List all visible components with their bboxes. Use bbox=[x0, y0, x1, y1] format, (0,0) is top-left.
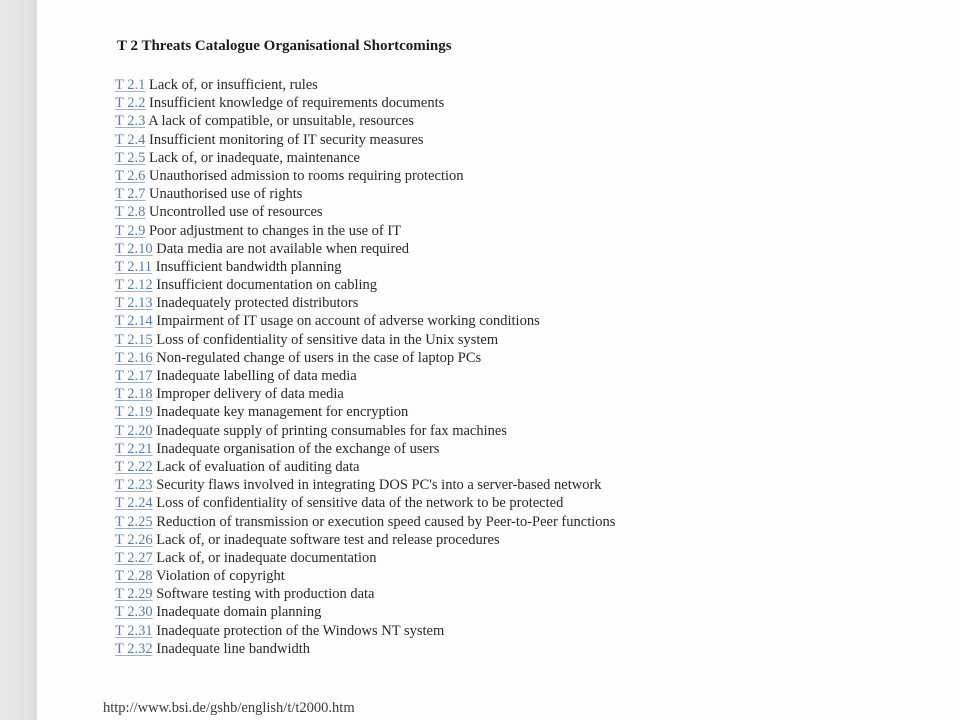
threat-id-link[interactable]: T 2.5 bbox=[115, 149, 146, 166]
list-item bbox=[115, 622, 615, 640]
list-item bbox=[115, 531, 615, 549]
list-item bbox=[115, 167, 615, 185]
threat-title: Insufficient knowledge of requirements documents bbox=[148, 95, 445, 112]
threat-title: Software testing with production data bbox=[156, 586, 375, 603]
threat-id-link[interactable]: T 2.21 bbox=[115, 440, 153, 457]
threat-title: Lack of, or inadequate, maintenance bbox=[148, 149, 360, 166]
threat-title: Loss of confidentiality of sensitive data in the Unix system bbox=[156, 331, 499, 348]
list-item bbox=[115, 149, 615, 167]
list-item bbox=[115, 349, 615, 367]
threat-id-link[interactable]: T 2.25 bbox=[115, 513, 153, 530]
threat-id-link[interactable]: T 2.18 bbox=[115, 386, 153, 403]
list-item bbox=[115, 185, 615, 203]
list-item bbox=[115, 294, 615, 312]
list-item bbox=[115, 94, 615, 112]
threat-title: Lack of evaluation of auditing data bbox=[156, 458, 360, 475]
threat-id-link[interactable]: T 2.17 bbox=[115, 368, 153, 384]
list-item bbox=[115, 312, 615, 330]
threat-title: Unauthorised admission to rooms requiring protection bbox=[148, 167, 464, 184]
threat-id-link[interactable]: T 2.19 bbox=[115, 404, 153, 421]
threat-title: Security flaws involved in integrating DOS PC's into a server-based network bbox=[156, 477, 602, 494]
threat-title: A lack of compatible, or unsuitable, resources bbox=[148, 113, 414, 130]
threat-title: Inadequate line bandwidth bbox=[156, 640, 311, 657]
list-item bbox=[115, 112, 615, 130]
threat-title: Insufficient monitoring of IT security measures bbox=[148, 131, 424, 148]
threat-title: Lack of, or inadequate documentation bbox=[156, 549, 377, 566]
list-item bbox=[115, 403, 615, 421]
threat-id-link[interactable]: T 2.6 bbox=[115, 167, 146, 184]
source-url: http://www.bsi.de/gshb/english/t/t2000.htm bbox=[103, 700, 355, 716]
threat-id-link[interactable]: T 2.16 bbox=[115, 349, 153, 366]
list-item bbox=[115, 422, 615, 440]
list-item bbox=[115, 585, 615, 603]
threat-id-link[interactable]: T 2.29 bbox=[115, 586, 153, 603]
list-item bbox=[115, 494, 615, 512]
threat-title: Inadequately protected distributors bbox=[156, 295, 359, 312]
threat-title: Uncontrolled use of resources bbox=[148, 204, 323, 221]
list-item bbox=[115, 76, 615, 94]
threat-id-link[interactable]: T 2.10 bbox=[115, 240, 153, 257]
threat-id-link[interactable]: T 2.8 bbox=[115, 204, 146, 221]
list-item bbox=[115, 549, 615, 567]
list-item bbox=[115, 276, 615, 294]
threat-id-link[interactable]: T 2.24 bbox=[115, 495, 153, 512]
threat-id-link[interactable]: T 2.15 bbox=[115, 331, 153, 348]
threat-title: Violation of copyright bbox=[155, 568, 285, 585]
threat-title: Non-regulated change of users in the case of laptop PCs bbox=[156, 349, 482, 366]
list-item bbox=[115, 331, 615, 349]
list-item bbox=[115, 367, 615, 385]
list-item bbox=[115, 476, 615, 494]
page-title: T 2 Threats Catalogue Organisational Shortcomings bbox=[117, 38, 452, 54]
threat-id-link[interactable]: T 2.30 bbox=[115, 604, 153, 621]
threat-id-link[interactable]: T 2.28 bbox=[115, 568, 153, 585]
threat-id-link[interactable]: T 2.23 bbox=[115, 477, 153, 494]
list-item bbox=[115, 567, 615, 585]
threat-title: Improper delivery of data media bbox=[156, 386, 344, 403]
threat-id-link[interactable]: T 2.3 bbox=[115, 113, 146, 130]
threat-id-link[interactable]: T 2.4 bbox=[115, 131, 146, 148]
threat-list bbox=[115, 76, 615, 658]
page-left-margin bbox=[0, 0, 37, 720]
threat-id-link[interactable]: T 2.26 bbox=[115, 531, 153, 548]
list-item bbox=[115, 240, 615, 258]
list-item bbox=[115, 458, 615, 476]
list-item bbox=[115, 258, 615, 276]
list-item bbox=[115, 440, 615, 458]
threat-id-link[interactable]: T 2.31 bbox=[115, 622, 153, 639]
threat-title: Data media are not available when required bbox=[156, 240, 410, 257]
threat-id-link[interactable]: T 2.1 bbox=[115, 77, 146, 93]
threat-title: Poor adjustment to changes in the use of IT bbox=[148, 222, 402, 239]
threat-id-link[interactable]: T 2.13 bbox=[115, 295, 153, 312]
list-item bbox=[115, 385, 615, 403]
list-item bbox=[115, 203, 615, 221]
list-item bbox=[115, 513, 615, 531]
threat-title: Inadequate supply of printing consumables for fax machines bbox=[156, 422, 507, 439]
threat-title: Inadequate labelling of data media bbox=[156, 368, 357, 384]
threat-title: Lack of, or inadequate software test and release procedures bbox=[156, 531, 500, 548]
threat-title: Lack of, or insufficient, rules bbox=[148, 77, 318, 93]
threat-id-link[interactable]: T 2.14 bbox=[115, 313, 153, 330]
threat-id-link[interactable]: T 2.9 bbox=[115, 222, 146, 239]
threat-title: Loss of confidentiality of sensitive data of the network to be protected bbox=[156, 495, 564, 512]
threat-title: Reduction of transmission or execution speed caused by Peer-to-Peer functions bbox=[156, 513, 616, 530]
threat-id-link[interactable]: T 2.32 bbox=[115, 640, 153, 657]
threat-title: Inadequate domain planning bbox=[156, 604, 322, 621]
list-item bbox=[115, 131, 615, 149]
threat-title: Impairment of IT usage on account of adverse working conditions bbox=[156, 313, 540, 330]
threat-id-link[interactable]: T 2.22 bbox=[115, 458, 153, 475]
threat-title: Inadequate key management for encryption bbox=[156, 404, 409, 421]
threat-id-link[interactable]: T 2.7 bbox=[115, 186, 146, 203]
threat-title: Insufficient documentation on cabling bbox=[156, 277, 378, 294]
threat-id-link[interactable]: T 2.12 bbox=[115, 277, 153, 294]
threat-id-link[interactable]: T 2.11 bbox=[115, 258, 153, 275]
threat-id-link[interactable]: T 2.20 bbox=[115, 422, 153, 439]
threat-title: Unauthorised use of rights bbox=[148, 186, 303, 203]
threat-id-link[interactable]: T 2.2 bbox=[115, 95, 146, 112]
threat-title: Inadequate protection of the Windows NT system bbox=[156, 622, 445, 639]
threat-title: Inadequate organisation of the exchange of users bbox=[156, 440, 440, 457]
list-item bbox=[115, 603, 615, 621]
threat-id-link[interactable]: T 2.27 bbox=[115, 549, 153, 566]
list-item bbox=[115, 640, 615, 658]
list-item bbox=[115, 222, 615, 240]
threat-title: Insufficient bandwidth planning bbox=[155, 258, 342, 275]
